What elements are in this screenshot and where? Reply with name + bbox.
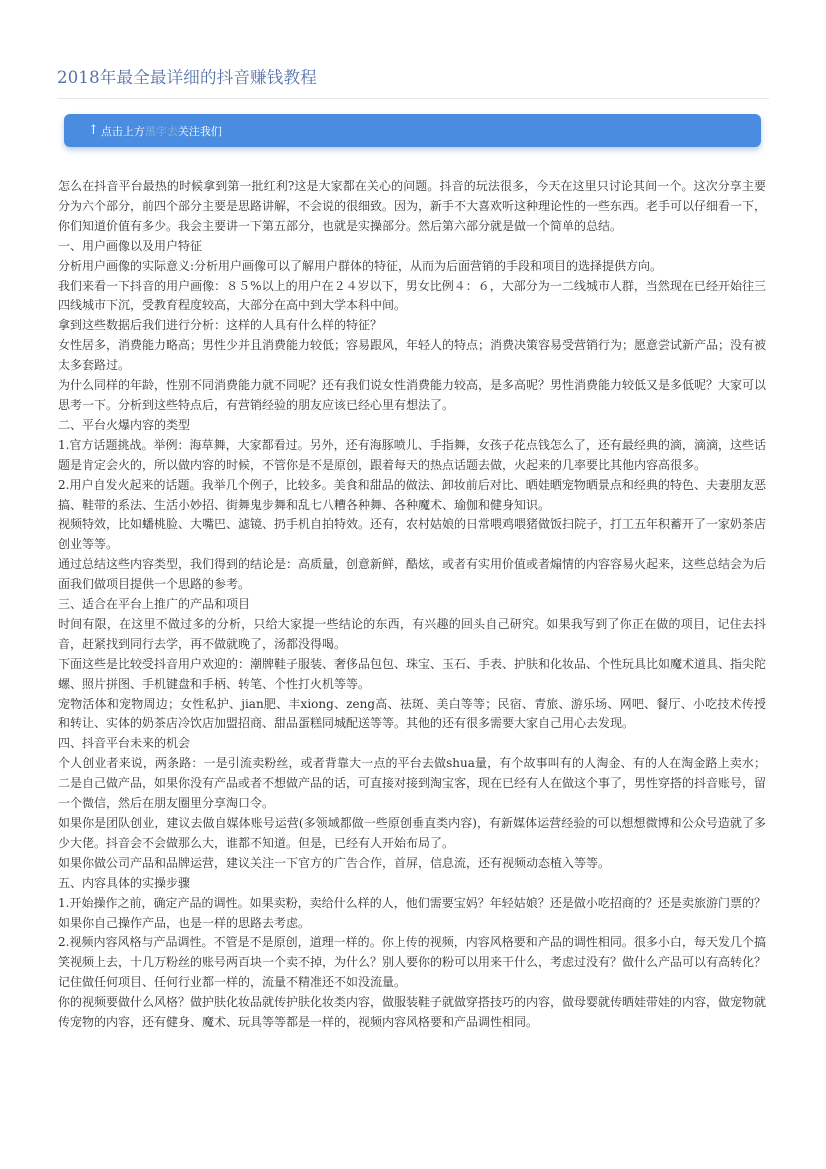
paragraph: 女性居多，消费能力略高；男性少并且消费能力较低；容易跟风，年轻人的特点；消费决策容易受营销行为；愿意尝试新产品；没有被太多套路过。 — [58, 338, 767, 373]
arrow-up-icon: ↑ — [88, 123, 99, 138]
paragraph: 为什么同样的年龄，性别不同消费能力就不同呢？还有我们说女性消费能力较高，是多高呢？男性消费能力较低又是多低呢？大家可以思考一下。分析到这些特点后，有营销经验的朋友应该已经心里有想法了。 — [58, 378, 767, 412]
title-divider — [57, 98, 769, 99]
banner-text-click-above: 点击上方 — [100, 124, 145, 138]
banner-text-follow-us: 关注我们 — [177, 124, 222, 138]
paragraph: 如果你做公司产品和品牌运营，建议关注一下官方的广告合作，首屏，信息流，还有视频动态植入等等。 — [58, 855, 611, 870]
article-body — [58, 177, 766, 1033]
paragraph: 视频特效，比如蟠桃脸、大嘴巴、滤镜、扔手机自拍特效。还有，农村姑娘的日常喂鸡喂猪做饭扫院子，打工五年积蓄开了一家奶茶店创业等等。 — [58, 517, 767, 552]
section-heading: 三、适合在平台上推广的产品和项目 — [58, 597, 251, 612]
paragraph: 你的视频要做什么风格？做护肤化妆品就传护肤化妆类内容，做服装鞋子就做穿搭技巧的内容，做母婴就传晒娃带娃的内容，做宠物就传宠物的内容，还有健身、魔术、玩具等等都是一样的，视频内容风格要和产品调性相同。 — [58, 995, 767, 1030]
paragraph: 个人创业者来说，两条路：一是引流卖粉丝，或者背靠大一点的平台去做shua量，有个故事叫有的人淘金、有的人在淘金路上卖水；二是自己做产品，如果你没有产品或者不想做产品的话，可直接对接到淘宝客，现在已经有人在做这个事了，男性穿搭的抖音账号，留一个微信，然后在朋友圈里分享淘口令。 — [58, 756, 767, 811]
paragraph: 2.视频内容风格与产品调性。不管是不是原创，道理一样的。你上传的视频，内容风格要和产品的调性相同。很多小白，每天发几个搞笑视频上去，十几万粉丝的账号两百块一个卖不掉，为什么？别人要你的粉可以用来干什么，考虑过没有？做什么产品可以有高转化？记住做任何项目、任何行业都一样的，流量不精准还不如没流量。 — [58, 935, 767, 990]
section-heading: 五、内容具体的实操步骤 — [58, 875, 191, 890]
section-heading: 四、抖音平台未来的机会 — [58, 736, 191, 751]
paragraph: 2.用户自发火起来的话题。我举几个例子，比较多。美食和甜品的做法、卸妆前后对比、晒娃晒宠物晒景点和经典的特色、夫妻朋友恶搞、鞋带的系法、生活小妙招、街舞鬼步舞和乱七八糟各种舞、各种魔术、瑜伽和健身知识。 — [58, 477, 766, 512]
section-heading: 二、平台火爆内容的类型 — [58, 417, 191, 432]
paragraph: 1.开始操作之前，确定产品的调性。如果卖粉，卖给什么样的人，他们需要宝妈？年轻姑娘？还是做小吃招商的？还是卖旅游门票的？如果你自己操作产品，也是一样的思路去考虑。 — [58, 895, 766, 930]
paragraph: 怎么在抖音平台最热的时候拿到第一批红利?这是大家都在关心的问题。抖音的玩法很多，今天在这里只讨论其间一个。这次分享主要分为六个部分，前四个部分主要是思路讲解，不会说的很细致。因为，新手不大喜欢听这种理论性的一些东西。老手可以仔细看一下，你们知道价值有多少。我会主要讲一下第五部分，也就是实操部分。然后第六部分就是做一个简单的总结。 — [58, 179, 767, 233]
paragraph: 1.官方话题挑战。举例：海草舞，大家都看过。另外，还有海豚喷儿、手指舞，女孩子花点钱怎么了，还有最经典的滴，滴滴，这些话题是肯定会火的，所以做内容的时候，不管你是不是原创，跟着每天的热点话题去做，火起来的几率要比其他内容高很多。 — [58, 437, 766, 472]
page-title: 2018年最全最详细的抖音赚钱教程 — [57, 68, 317, 87]
paragraph: 如果你是团队创业，建议去做自媒体账号运营(多领域都做一些原创垂直类内容)，有新媒体运营经验的可以想想微博和公众号造就了多少大佬。抖音会不会做那么大，谁都不知道。但是，已经有人开始布局了。 — [58, 816, 766, 850]
section-heading: 一、用户画像以及用户特征 — [58, 238, 203, 253]
paragraph: 宠物活体和宠物周边；女性私护、jian肥、丰xiong、zeng高、祛斑、美白等等；民宿、青旅、游乐场、网吧、餐厅、小吃技术传授和转让、实体的奶茶店冷饮店加盟招商、甜品蛋糕同城配送等等。其他的还有很多需要大家自己用心去发现。 — [58, 696, 766, 731]
paragraph: 下面这些是比较受抖音用户欢迎的：潮牌鞋子服装、奢侈品包包、珠宝、玉石、手表、护肤和化妆品、个性玩具比如魔术道具、指尖陀螺、照片拼图、手机键盘和手柄、转笔、个性打火机等等。 — [58, 656, 767, 691]
paragraph: 我们来看一下抖音的用户画像：８５%以上的用户在２４岁以下，男女比例４：６，大部分为一二线城市人群，当然现在已经开始往三四线城市下沉，受教育程度较高，大部分在高中到大学本科中间。 — [58, 278, 766, 313]
follow-banner[interactable] — [64, 114, 761, 147]
paragraph: 通过总结这些内容类型，我们得到的结论是：高质量，创意新鲜，酷炫，或者有实用价值或者煽情的内容容易火起来，这些总结会为后面我们做项目提供一个思路的参考。 — [58, 557, 767, 592]
banner-text-blue-link[interactable]: 黑字去 — [144, 124, 178, 138]
paragraph: 拿到这些数据后我们进行分析：这样的人具有什么样的特征？ — [58, 318, 383, 333]
paragraph: 分析用户画像的实际意义:分析用户画像可以了解用户群体的特征，从而为后面营销的手段和项目的选择提供方向。 — [58, 258, 663, 273]
paragraph: 时间有限，在这里不做过多的分析，只给大家提一些结论的东西，有兴趣的回头自己研究。如果我写到了你正在做的项目，记住去抖音，赶紧找到同行去学，再不做就晚了，汤都没得喝。 — [58, 616, 766, 651]
